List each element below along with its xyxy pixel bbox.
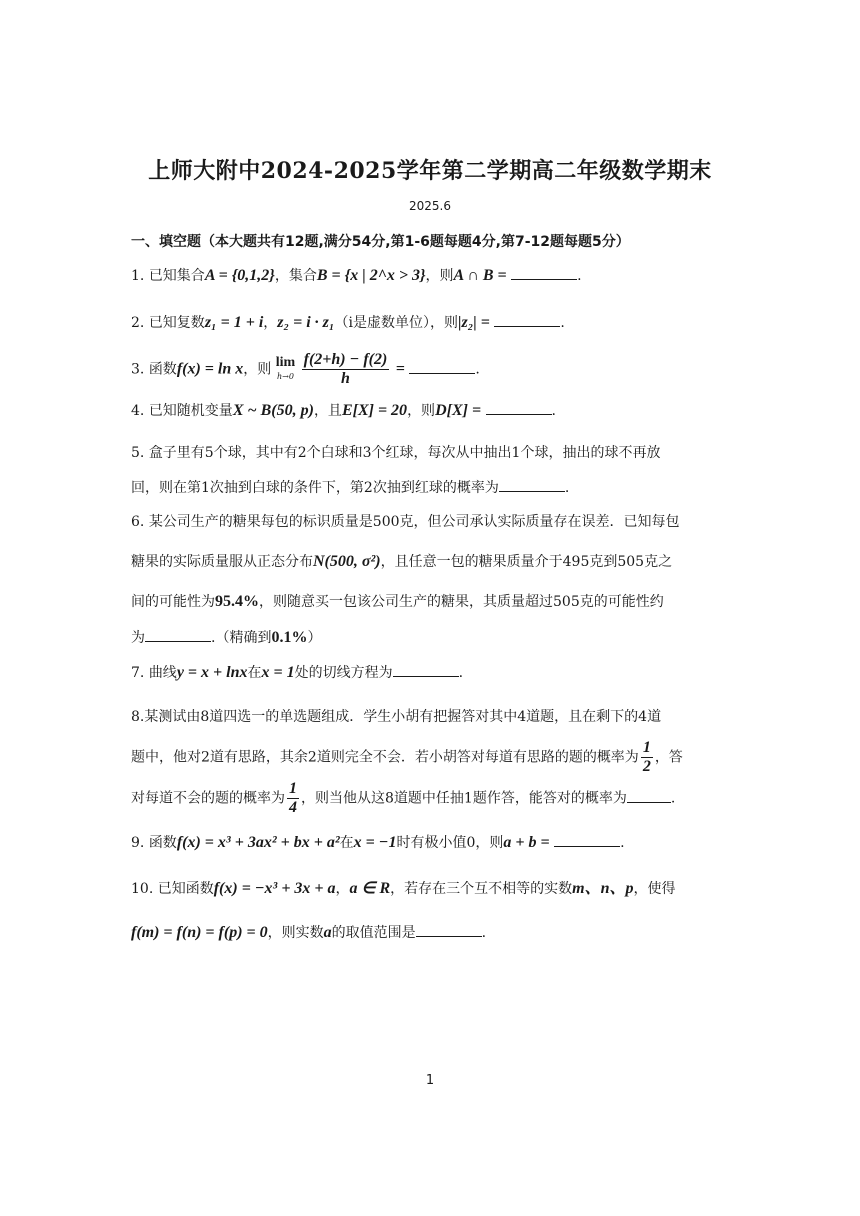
math-cubic-function: f(x) = −x³ + 3x + a xyxy=(213,880,336,897)
question-2: 2. 已知复数z₁ = 1 + i，z₂ = i · z₁（i是虚数单位），则|z₂| = . xyxy=(131,314,565,331)
math-variance: D[X] = xyxy=(435,402,482,419)
section-heading: 一、填空题（本大题共有12题,满分54分,第1-6题每题4分,第7-12题每题5分） xyxy=(131,234,630,250)
math-z1: z₁ = 1 + i xyxy=(204,314,264,331)
limit-expression: lim h→0 xyxy=(275,354,296,381)
answer-blank[interactable] xyxy=(554,832,620,847)
math-function: f(x) = ln x xyxy=(176,360,244,378)
fraction-one-half: $\frac{1}{2}$ xyxy=(642,739,651,775)
fraction-one-quarter: $\frac{1}{4}$ xyxy=(289,780,297,816)
question-7: 7. 曲线y = x + lnx在x = 1处的切线方程为 . xyxy=(131,664,464,681)
answer-blank[interactable] xyxy=(393,662,459,677)
math-binomial: X ~ B(50, p) xyxy=(232,402,314,419)
answer-blank[interactable] xyxy=(486,400,552,415)
math-roots: f(m) = f(n) = f(p) = 0 xyxy=(131,924,268,941)
math-critical-point: x = −1 xyxy=(353,834,397,851)
question-3: 3. 函数f(x) = ln x，则 lim h→0 $\frac{f(2+h) - f(2)}{h}$ = . xyxy=(131,351,480,387)
question-10: 10. 已知函数f(x) = −x³ + 3x + a，a ∈ R，若存在三个互不相等的实数m、n、p，使得 f(m) = f(n) = f(p) = 0，则实数a的取值范围是 . xyxy=(131,880,676,941)
math-z2: z₂ = i · z₁ xyxy=(277,314,335,331)
math-modulus: |z₂| = xyxy=(457,314,490,331)
math-set-b: B = {x | 2^x > 3} xyxy=(316,267,426,284)
math-domain: a ∈ R xyxy=(349,880,391,897)
answer-blank[interactable] xyxy=(409,359,475,374)
math-cubic: f(x) = x³ + 3ax² + bx + a² xyxy=(176,834,340,851)
answer-blank[interactable] xyxy=(145,627,211,642)
math-curve: y = x + lnx xyxy=(176,664,248,681)
math-set-a: A = {0,1,2} xyxy=(204,267,275,284)
question-6: 6. 某公司生产的糖果每包的标识质量是500克，但公司承认实际质量存在误差．已知每包 糖果的实际质量服从正态分布N(500, σ²)，且任意一包的糖果质量介于495克到505克之 间的可能性为95.4%，则随意买一包该公司生产的糖果，其质量超过505克的可能性约 为 .（精确到0.1%） xyxy=(131,514,680,646)
math-sum: a + b = xyxy=(503,834,550,851)
math-intersection: A ∩ B = xyxy=(453,267,507,284)
answer-blank[interactable] xyxy=(499,477,565,492)
question-5: 5. 盒子里有5个球，其中有2个白球和3个红球，每次从中抽出1个球，抽出的球不再放 回，则在第1次抽到白球的条件下，第2次抽到红球的概率为 . xyxy=(131,445,661,496)
math-precision: 0.1% xyxy=(271,629,308,646)
question-8: 8.某测试由8道四选一的单选题组成．学生小胡有把握答对其中4道题，且在剩下的4道 题中，他对2道有思路，其余2道则完全不会．若小胡答对每道有思路的题的概率为 $\frac{1}{2}$ ，答 对每道不会的题的概率为 $\frac{1}{4}$ ，则当他从这8道题中任抽1题作答，能答对的概率为 . xyxy=(131,709,683,816)
exam-date: 2025.6 xyxy=(409,199,451,213)
answer-blank[interactable] xyxy=(627,788,671,803)
page-number: 1 xyxy=(425,1073,435,1088)
math-variables: m、n、p xyxy=(572,880,634,897)
answer-blank[interactable] xyxy=(494,312,560,327)
answer-blank[interactable] xyxy=(511,265,577,280)
exam-title: 上师大附中2024-2025学年第二学期高二年级数学期末 xyxy=(148,158,712,184)
question-9: 9. 函数f(x) = x³ + 3ax² + bx + a²在x = −1时有极小值0，则a + b = . xyxy=(131,834,625,851)
math-normal-dist: N(500, σ²) xyxy=(313,553,381,570)
math-prob: 95.4% xyxy=(215,593,259,610)
answer-blank[interactable] xyxy=(416,922,482,937)
math-point: x = 1 xyxy=(261,664,295,681)
question-4: 4. 已知随机变量X ~ B(50, p)，且E[X] = 20，则D[X] = . xyxy=(131,402,556,419)
math-expectation: E[X] = 20 xyxy=(341,402,408,419)
question-1: 1. 已知集合A = {0,1,2}，集合B = {x | 2^x > 3}，则A ∩ B = . xyxy=(131,267,582,284)
difference-quotient: $\frac{f(2+h) - f(2)}{h}$ xyxy=(303,351,388,387)
